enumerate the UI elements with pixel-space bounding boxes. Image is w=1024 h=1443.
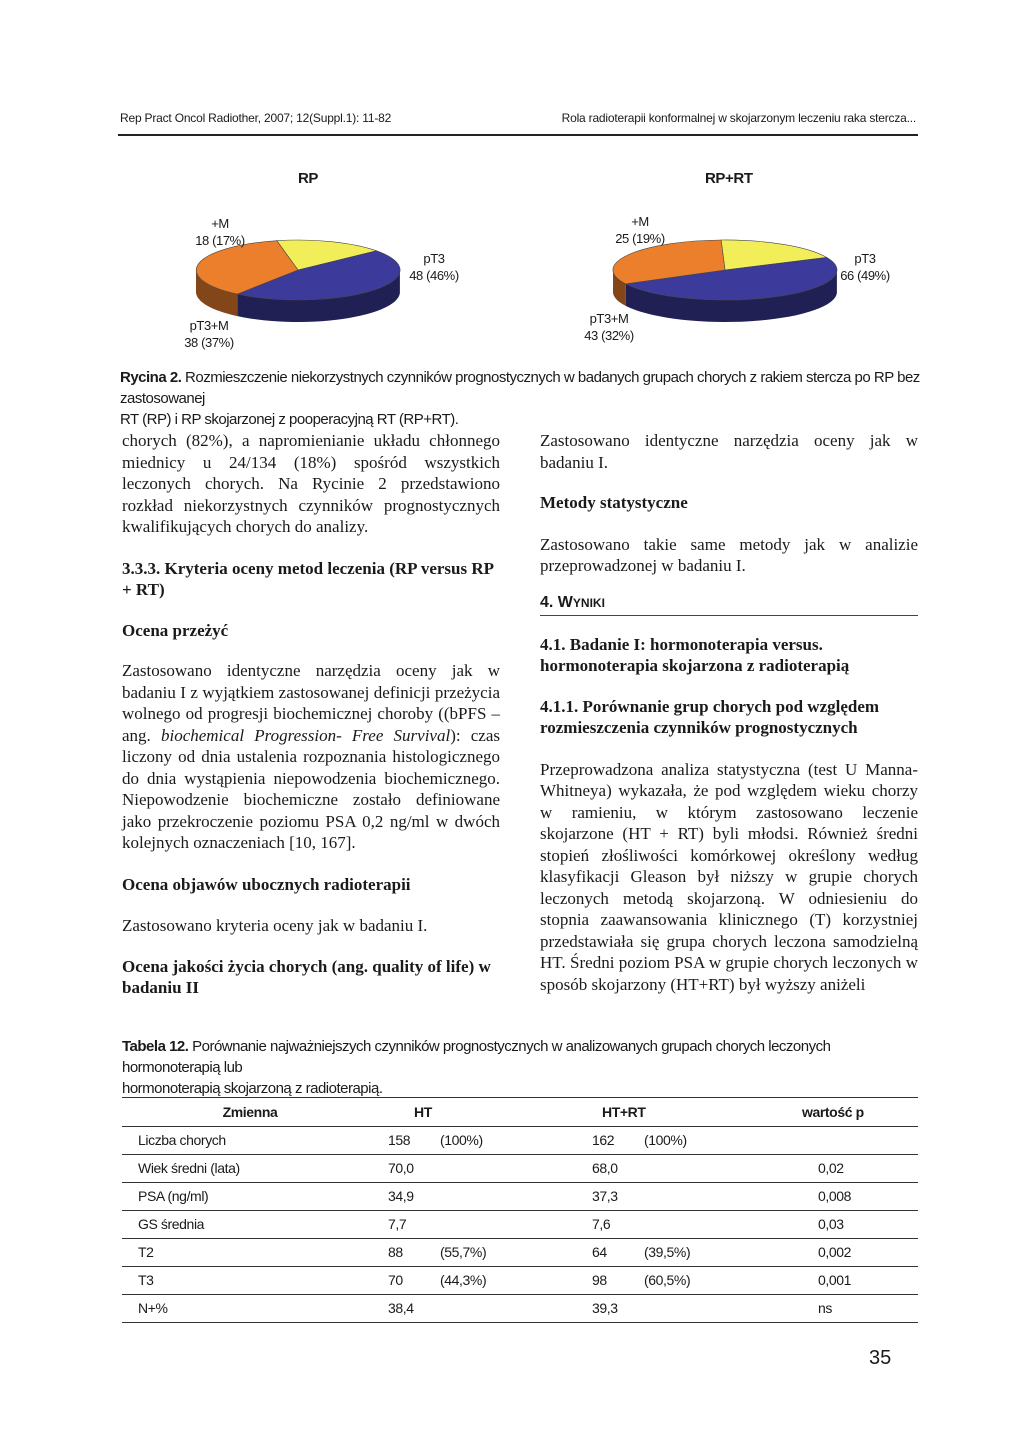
pie-label-rp-pt3 <box>405 250 463 284</box>
pie-title-rprt: RP+RT <box>705 170 753 187</box>
pie-label-rprt-m <box>611 213 669 247</box>
header-rule <box>118 134 918 136</box>
table-caption-text-2: hormonoterapią skojarzoną z radioterapią. <box>122 1080 383 1097</box>
slice-value: 25 (19%) <box>615 231 665 246</box>
pie-label-rp-m <box>192 215 248 249</box>
section-heading: 3.3.3. Kryteria oceny metod leczenia (RP versus RP + RT) <box>122 558 494 599</box>
p-value: 0,008 <box>818 1188 852 1204</box>
page-number: 35 <box>869 1347 892 1369</box>
htrt-value: 37,3 <box>592 1188 618 1204</box>
ht-percent <box>434 1154 582 1182</box>
slice-name: pT3+M <box>589 311 629 326</box>
slice-name: pT3 <box>854 251 876 266</box>
subsection-heading: Metody statystyczne <box>540 493 688 512</box>
pie-title-rp: RP <box>298 170 319 187</box>
ht-value: 38,4 <box>388 1300 414 1316</box>
col-header: wartość p <box>802 1103 864 1120</box>
p-value: 0,002 <box>818 1244 852 1260</box>
ht-value: 34,9 <box>388 1188 414 1204</box>
row-label: PSA (ng/ml) <box>138 1188 209 1204</box>
paragraph: chorych (82%), a napromienianie układu chłonnego miednicy u 24/134 (18%) spośród wszystkich leczonych chorych. Na Rycinie 2 przedstawiono rozkład niekorzystnych czynników prognostycznych kwalifikujących chorych do analizy. <box>122 431 500 536</box>
p-value: 0,001 <box>818 1272 852 1288</box>
slice-name: +M <box>631 214 649 229</box>
right-column <box>540 430 918 995</box>
p-value: 0,03 <box>818 1216 844 1232</box>
col-header: HT+RT <box>602 1103 646 1120</box>
paragraph <box>122 660 500 854</box>
caption-text-1: Rozmieszczenie niekorzystnych czynników prognostycznych w badanych grupach chorych z rakiem stercza po RP bez zastosowanej <box>120 369 920 407</box>
ht-percent: (44,3%) <box>440 1272 487 1288</box>
running-header-left: Rep Pract Oncol Radiother, 2007; 12(Suppl.1): 11-82 <box>120 111 392 125</box>
row-label: Liczba chorych <box>138 1132 226 1148</box>
p-value: 0,02 <box>818 1160 844 1176</box>
ht-value: 7,7 <box>388 1216 407 1232</box>
table-header-row <box>122 1098 918 1126</box>
pie-label-rprt-pt3 <box>836 250 894 284</box>
row-label: T2 <box>138 1244 154 1260</box>
running-header-right: Rola radioterapii konformalnej w skojarzonym leczeniu raka stercza... <box>561 111 916 125</box>
left-column <box>122 430 500 999</box>
ht-percent <box>434 1182 582 1210</box>
subsection-heading: Ocena przeżyć <box>122 620 229 640</box>
subsection-heading: 4.1. Badanie I: hormonoterapia versus. hormonoterapia skojarzona z radioterapią <box>540 634 850 675</box>
table-caption <box>122 1036 922 1099</box>
table-label: Tabela 12. <box>122 1038 189 1055</box>
htrt-percent: (39,5%) <box>644 1244 691 1260</box>
ht-value: 88 <box>388 1244 403 1260</box>
slice-value: 43 (32%) <box>584 328 634 343</box>
row-label: T3 <box>138 1272 154 1288</box>
slice-value: 66 (49%) <box>840 268 890 283</box>
ht-percent <box>434 1210 582 1238</box>
paragraph: Zastosowano takie same metody jak w analizie przeprowadzonej w badaniu I. <box>540 534 918 575</box>
htrt-value: 39,3 <box>592 1300 618 1316</box>
slice-name: pT3+M <box>189 318 229 333</box>
slice-value: 38 (37%) <box>184 335 234 350</box>
col-header: HT <box>414 1103 432 1120</box>
table-row <box>122 1238 918 1266</box>
paragraph: Zastosowano identyczne narzędzia oceny jak w badaniu I. <box>540 431 918 472</box>
htrt-percent <box>638 1154 796 1182</box>
htrt-percent <box>638 1210 796 1238</box>
ht-value: 158 <box>388 1132 411 1148</box>
caption-text-2: RT (RP) i RP skojarzonej z pooperacyjną RT (RP+RT). <box>120 411 459 428</box>
slice-name: +M <box>211 216 229 231</box>
paragraph: Przeprowadzona analiza statystyczna (test U Manna-Whitneya) wykazała, że pod względem wieku chorzy w ramieniu, w którym zastosowano leczenie skojarzone (HT + RT) byli młodsi. Również średni stopień złośliwości komórkowej określony według klasyfikacji Gleason był niższy w grupie chorych leczonych metodą skojarzoną. W odniesieniu do stopnia zaawansowania klinicznego (T) korzystniej przedstawiała się grupa chorych leczona samodzielną HT. Średni poziom PSA w grupie chorych leczonych w sposób skojarzony (HT+RT) był wyższy aniżeli <box>540 759 918 994</box>
htrt-percent <box>638 1182 796 1210</box>
row-label: Wiek średni (lata) <box>138 1160 240 1176</box>
p-value: ns <box>818 1300 832 1316</box>
subsection-heading: 4.1.1. Porównanie grup chorych pod względem rozmieszczenia czynników prognostycznych <box>540 696 880 737</box>
caption-label: Rycina 2. <box>120 369 182 386</box>
row-label: GS średnia <box>138 1216 205 1232</box>
p-value <box>796 1126 918 1154</box>
htrt-value: 64 <box>592 1244 607 1260</box>
paragraph-text: ): czas liczony od dnia ustalenia rozpoznania histologicznego do dnia wystąpienia niepowodzenia biochemicznego. Niepowodzenie biochemiczne zostało definiowane jako przekroczenie poziomu PSA 0,2 ng/ml w dwóch kolejnych oznaczeniach [10, 167]. <box>122 725 500 852</box>
pie-label-rp-pt3m <box>180 317 238 351</box>
data-table <box>122 1097 918 1323</box>
table-row <box>122 1266 918 1294</box>
row-label: N+% <box>138 1300 168 1316</box>
slice-value: 18 (17%) <box>195 233 245 248</box>
htrt-percent: (100%) <box>644 1132 687 1148</box>
ht-percent <box>434 1294 582 1322</box>
htrt-value: 162 <box>592 1132 615 1148</box>
htrt-percent: (60,5%) <box>644 1272 691 1288</box>
slice-name: pT3 <box>423 251 445 266</box>
subsection-heading: Ocena objawów ubocznych radioterapii <box>122 874 411 894</box>
htrt-percent <box>638 1294 796 1322</box>
paragraph-italic: biochemical Progression- Free Survival <box>160 725 451 745</box>
pie-label-rprt-pt3m <box>580 310 638 344</box>
htrt-value: 98 <box>592 1272 607 1288</box>
htrt-value: 68,0 <box>592 1160 618 1176</box>
col-header: Zmienna <box>222 1103 278 1120</box>
section-heading-wyniki: 4. WYNIKI <box>540 594 918 616</box>
ht-value: 70 <box>388 1272 403 1288</box>
ht-percent: (100%) <box>440 1132 483 1148</box>
table-row <box>122 1294 918 1322</box>
slice-value: 48 (46%) <box>409 268 459 283</box>
table-row <box>122 1126 918 1154</box>
ht-percent: (55,7%) <box>440 1244 487 1260</box>
paragraph: Zastosowano kryteria oceny jak w badaniu I. <box>122 916 428 935</box>
figure-caption <box>120 367 920 430</box>
table-row <box>122 1154 918 1182</box>
table-caption-text-1: Porównanie najważniejszych czynników prognostycznych w analizowanych grupach chorych leczonych hormonoterapią lub <box>122 1038 831 1076</box>
ht-value: 70,0 <box>388 1160 414 1176</box>
table-row <box>122 1210 918 1238</box>
table-row <box>122 1182 918 1210</box>
subsection-heading: Ocena jakości życia chorych (ang. quality of life) w badaniu II <box>122 956 491 997</box>
paragraph-text: Zastosowano identyczne narzędzia oceny jak w badaniu I z wyjątkiem zastosowanej definicji przeżycia wolnego od progresji biochemicznej choroby ((bPFS – ang. <box>122 661 500 745</box>
htrt-value: 7,6 <box>592 1216 611 1232</box>
